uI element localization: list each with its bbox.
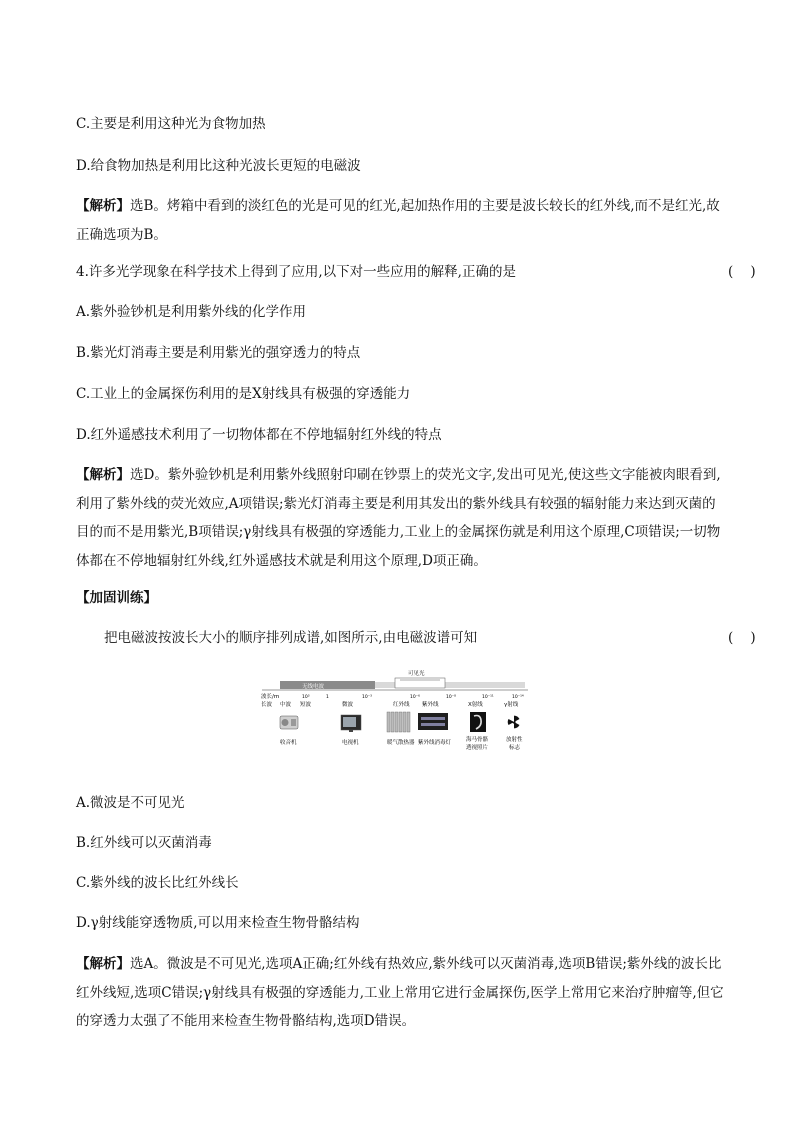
analysis-label: 【解析】: [76, 956, 130, 972]
band-visible-label: 可见光: [408, 671, 425, 677]
q4-stem: 4.许多光学现象在科学技术上得到了应用,以下对一些应用的解释,正确的是: [76, 264, 516, 280]
tick-label: 10⁻⁸: [446, 695, 456, 700]
axis-label: 波长/m: [261, 694, 280, 700]
q4-option-b: B.紫光灯消毒主要是利用紫光的强穿透力的特点: [76, 345, 361, 361]
band-long-wave: 长波: [261, 702, 273, 708]
tick-label: 1: [326, 695, 329, 700]
tick-label: 10⁻¹⁴: [512, 695, 524, 700]
app-uvlamp-label: 紫外线消毒灯: [418, 740, 452, 746]
q4-option-a: A.紫外验钞机是利用紫外线的化学作用: [76, 304, 307, 320]
q3-option-c: C.主要是利用这种光为食物加热: [76, 116, 266, 132]
drill-option-d: D.γ射线能穿透物质,可以用来检查生物骨骼结构: [76, 915, 360, 931]
radio-icon: [280, 716, 298, 729]
q4-analysis: [76, 461, 724, 575]
em-spectrum-figure: [260, 668, 530, 763]
analysis-text: 选A。微波是不可见光,选项A正确;红外线有热效应,紫外线可以灭菌消毒,选项B错误;紫外线的波长比红外线短,选项C错误;γ射线具有极强的穿透能力,工业上常用它进行金属探伤,医学上常用它来治疗肿瘤等,但它的穿透力太强了不能用来检查生物骨骼结构,选项D错误。: [76, 956, 724, 1029]
xray-image-icon: [470, 712, 486, 732]
app-xray-label-2: 透视照片: [466, 745, 489, 751]
visible-band-box: [395, 678, 445, 688]
tick-label: 10⁻³: [362, 695, 372, 700]
drill-stem: 把电磁波按波长大小的顺序排列成谱,如图所示,由电磁波谱可知: [104, 630, 478, 646]
band-radio-label: 无线电波: [302, 684, 325, 690]
analysis-text: 选B。烤箱中看到的淡红色的光是可见的红光,起加热作用的主要是波长较长的红外线,而不是红光,故正确选项为B。: [76, 198, 720, 243]
tick-label: 10³: [302, 695, 310, 700]
app-tv-label: 电视机: [342, 740, 359, 746]
drill-option-b: B.红外线可以灭菌消毒: [76, 835, 212, 851]
band-infrared: 红外线: [393, 702, 410, 708]
drill-option-a: A.微波是不可见光: [76, 795, 185, 811]
q4-option-d: D.红外遥感技术利用了一切物体都在不停地辐射红外线的特点: [76, 427, 442, 443]
band-medium-wave: 中波: [280, 702, 292, 708]
app-radiation-label-2: 标志: [509, 745, 521, 751]
band-microwave: 微波: [342, 702, 354, 708]
band-ultraviolet: 紫外线: [422, 702, 439, 708]
q3-analysis: [76, 192, 724, 249]
band-gamma: γ射线: [504, 702, 519, 708]
drill-analysis: [76, 950, 724, 1036]
band-xray: X射线: [468, 702, 483, 708]
app-radio-label: 收音机: [280, 740, 297, 746]
drill-option-c: C.紫外线的波长比红外线长: [76, 875, 239, 891]
drill-heading: 【加固训练】: [76, 590, 157, 606]
q3-option-d: D.给食物加热是利用比这种光波长更短的电磁波: [76, 158, 361, 174]
answer-parentheses: ( ): [728, 264, 756, 280]
radio-band-bar: [280, 681, 375, 689]
answer-parentheses: ( ): [728, 630, 756, 646]
tick-label: 10⁻⁶: [410, 695, 420, 700]
radiation-icon: [508, 716, 520, 729]
tv-icon: [341, 715, 361, 732]
app-radiation-label-1: 放射性: [506, 737, 523, 743]
heater-icon: [387, 712, 410, 732]
tick-label: 10⁻¹¹: [482, 695, 494, 700]
q4-option-c: C.工业上的金属探伤利用的是X射线具有极强的穿透能力: [76, 386, 411, 402]
app-xray-label-1: 海马骨骼: [466, 737, 489, 743]
analysis-label: 【解析】: [76, 467, 130, 483]
band-short-wave: 短波: [300, 702, 312, 708]
uv-lamp-icon: [418, 713, 448, 730]
analysis-text: 选D。紫外验钞机是利用紫外线照射印刷在钞票上的荧光文字,发出可见光,使这些文字能被肉眼看到,利用了紫外线的荧光效应,A项错误;紫光灯消毒主要是利用其发出的紫外线具有较强的辐射能力来达到灭菌的目的而不是用紫光,B项错误;γ射线具有极强的穿透能力,工业上的金属探伤就是利用这个原理,C项错误;一切物体都在不停地辐射红外线,红外遥感技术就是利用这个原理,D项正确。: [76, 467, 721, 569]
analysis-label: 【解析】: [76, 198, 130, 214]
app-heater-label: 暖气散热器: [387, 740, 415, 746]
